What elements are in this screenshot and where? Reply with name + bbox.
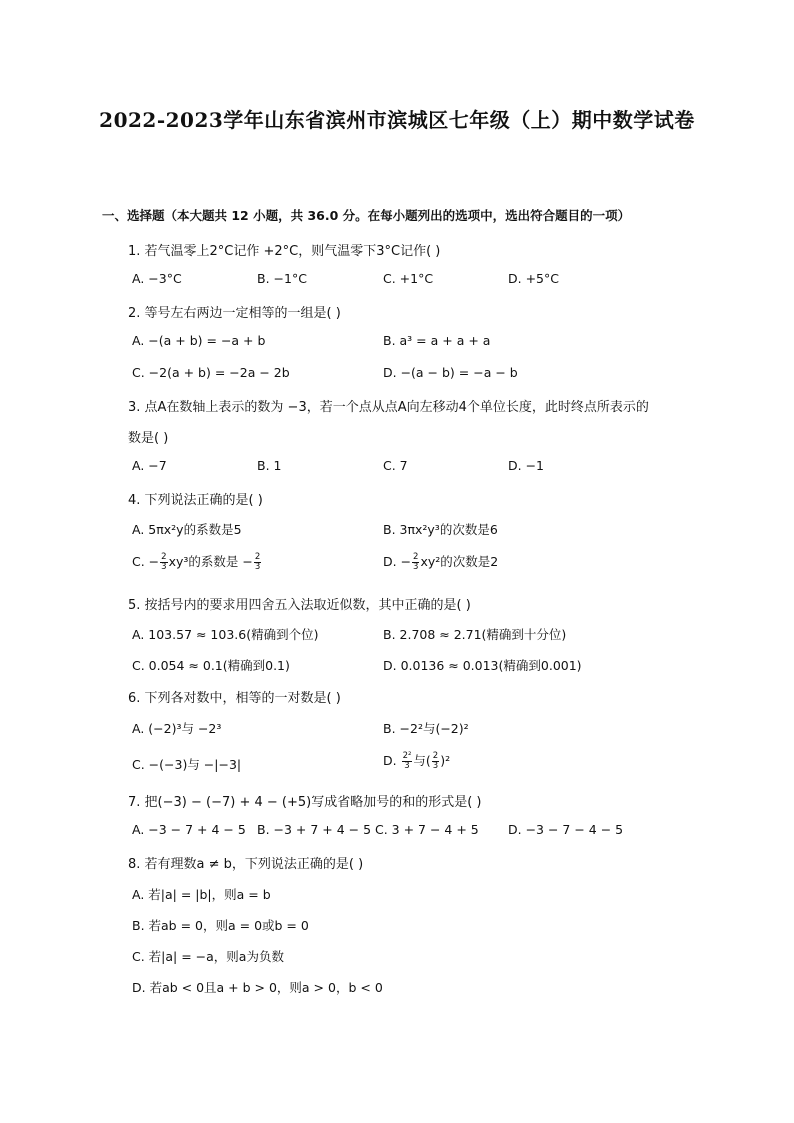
fraction [160, 553, 167, 572]
q2-option-b[interactable]: B. a³ = a + a + a [383, 333, 491, 348]
q1-option-b[interactable]: B. −1°C [257, 271, 307, 286]
q7-option-d[interactable]: D. −3 − 7 − 4 − 5 [508, 822, 624, 837]
q3-option-a[interactable]: A. −7 [132, 458, 167, 473]
q5-option-c[interactable]: C. 0.054 ≈ 0.1(精确到0.1) [132, 658, 290, 673]
page-title: 2022-2023学年山东省滨州市滨城区七年级（上）期中数学试卷 [99, 108, 695, 132]
q4-c-text: xy³的系数是 − [168, 554, 253, 569]
question-7: 7. 把(−3) − (−7) + 4 − (+5)写成省略加号的和的形式是( ) [128, 795, 482, 810]
q4-option-a[interactable]: A. 5πx²y的系数是5 [132, 522, 242, 537]
question-3: 3. 点A在数轴上表示的数为 −3，若一个点从点A向左移动4个单位长度，此时终点所表示的 [128, 400, 649, 415]
question-2: 2. 等号左右两边一定相等的一组是( ) [128, 306, 341, 321]
fraction [254, 553, 261, 572]
q5-option-a[interactable]: A. 103.57 ≈ 103.6(精确到个位) [132, 627, 319, 642]
q4-d-prefix: D. − [383, 554, 412, 569]
q1-option-d[interactable]: D. +5°C [508, 271, 559, 286]
frac-den: 3 [254, 562, 261, 572]
frac-den: 3 [413, 562, 419, 572]
frac-num: 2 [161, 552, 167, 562]
q3-option-c[interactable]: C. 7 [383, 458, 408, 473]
q1-option-a[interactable]: A. −3°C [132, 271, 182, 286]
frac-den: 3 [404, 761, 410, 771]
q8-option-a[interactable]: A. 若|a| = |b|，则a = b [132, 887, 271, 902]
question-4: 4. 下列说法正确的是( ) [128, 493, 263, 508]
q6-d-tail: )² [440, 753, 451, 768]
frac-num: 2² [402, 751, 412, 761]
q2-option-c[interactable]: C. −2(a + b) = −2a − 2b [132, 365, 290, 380]
q7-option-a[interactable]: A. −3 − 7 + 4 − 5 [132, 822, 246, 837]
question-6: 6. 下列各对数中，相等的一对数是( ) [128, 691, 341, 706]
q8-option-d[interactable]: D. 若ab < 0且a + b > 0，则a > 0，b < 0 [132, 980, 383, 995]
q2-option-d[interactable]: D. −(a − b) = −a − b [383, 365, 518, 380]
q7-option-b[interactable]: B. −3 + 7 + 4 − 5 [257, 822, 372, 837]
question-1: 1. 若气温零上2°C记作 +2°C，则气温零下3°C记作( ) [128, 244, 441, 259]
q3-option-b[interactable]: B. 1 [257, 458, 282, 473]
q6-option-a[interactable]: A. (−2)³与 −2³ [132, 721, 222, 736]
q6-option-b[interactable]: B. −2²与(−2)² [383, 721, 469, 736]
frac-num: 2 [432, 751, 439, 761]
question-8: 8. 若有理数a ≠ b，下列说法正确的是( ) [128, 857, 364, 872]
q6-d-text: 与( [413, 753, 431, 768]
frac-num: 2 [413, 552, 419, 562]
fraction [402, 752, 413, 771]
question-3-cont: 数是( ) [128, 431, 169, 446]
q4-d-text: xy²的次数是2 [420, 554, 499, 569]
frac-num: 2 [254, 552, 261, 562]
q6-option-d[interactable] [383, 751, 450, 771]
q3-option-d[interactable]: D. −1 [508, 458, 544, 473]
frac-den: 3 [161, 562, 167, 572]
q8-option-b[interactable]: B. 若ab = 0，则a = 0或b = 0 [132, 918, 309, 933]
q5-option-b[interactable]: B. 2.708 ≈ 2.71(精确到十分位) [383, 627, 567, 642]
frac-den: 3 [432, 761, 439, 771]
q2-option-a[interactable]: A. −(a + b) = −a + b [132, 333, 266, 348]
q8-option-c[interactable]: C. 若|a| = −a，则a为负数 [132, 949, 284, 964]
q4-c-prefix: C. − [132, 554, 160, 569]
q4-option-c[interactable] [132, 552, 262, 572]
question-5: 5. 按括号内的要求用四舍五入法取近似数，其中正确的是( ) [128, 598, 471, 613]
q1-option-c[interactable]: C. +1°C [383, 271, 434, 286]
q4-option-d[interactable] [383, 552, 498, 572]
q6-d-prefix: D. [383, 753, 401, 768]
q4-option-b[interactable]: B. 3πx²y³的次数是6 [383, 522, 498, 537]
fraction [432, 752, 439, 771]
q7-option-c[interactable]: C. 3 + 7 − 4 + 5 [375, 822, 479, 837]
q6-option-c[interactable]: C. −(−3)与 −|−3| [132, 757, 242, 772]
q5-option-d[interactable]: D. 0.0136 ≈ 0.013(精确到0.001) [383, 658, 582, 673]
section-heading: 一、选择题（本大题共 12 小题，共 36.0 分。在每小题列出的选项中，选出符合题目的一项） [102, 208, 631, 223]
fraction [412, 553, 419, 572]
